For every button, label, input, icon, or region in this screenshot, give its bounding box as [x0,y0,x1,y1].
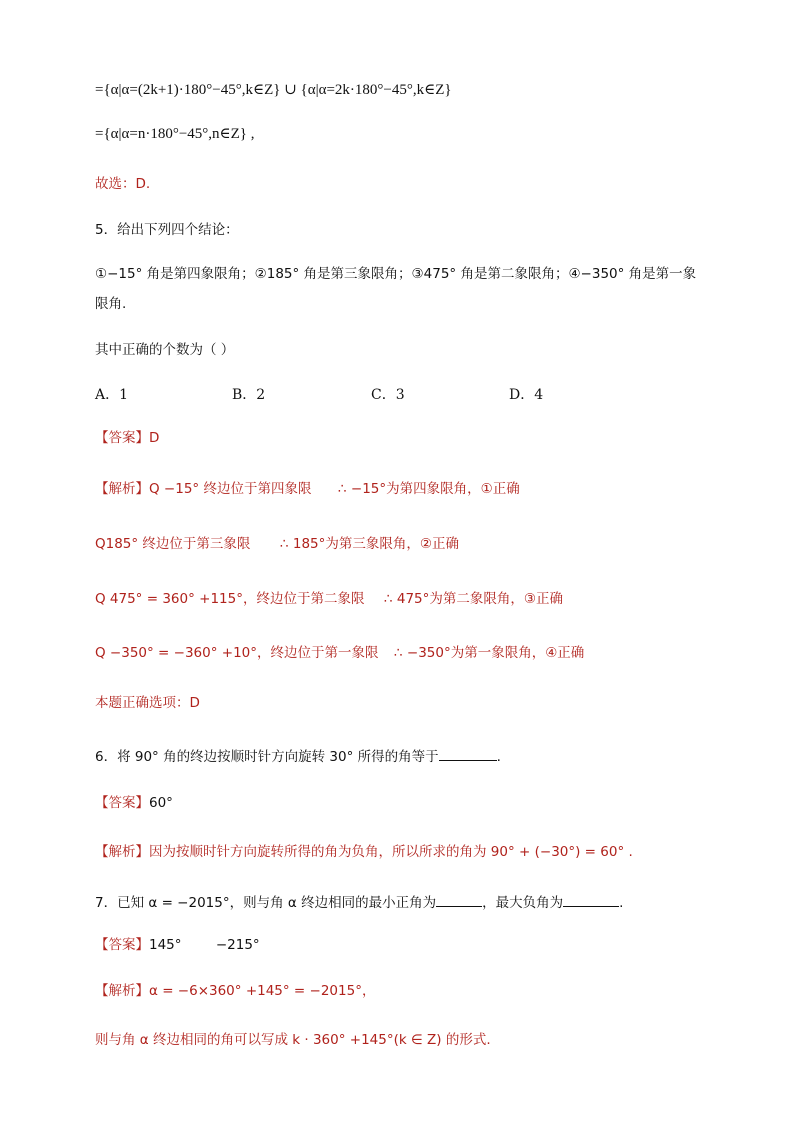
q5-conclusion: 本题正确选项：D [95,695,200,711]
q5-analysis-2-left: Q185° 终边位于第三象限 [95,536,251,552]
q7-answer-row [95,935,260,955]
q7-analysis-row [95,981,375,1001]
q5-analysis-label: 【解析】 [95,481,149,497]
q5-analysis-2-right: ∴ 185°为第三象限角，②正确 [280,536,459,552]
q5-question: 其中正确的个数为（ ） [95,342,235,358]
q5-option-a: A．1 [95,387,129,403]
q6-answer-row [95,793,173,813]
q5-option-d: D．4 [509,387,544,403]
q7-analysis-label: 【解析】 [95,983,149,999]
q5-analysis-4-right: ∴ −350°为第一象限角，④正确 [394,645,585,661]
q5-statement-line-1: ①−15° 角是第四象限角；②185° 角是第三象限角；③475° 角是第二象限角；④−350° 角是第一象 [95,266,697,282]
q7-analysis-text: α = −6×360° +145° = −2015°， [149,983,376,999]
q5-statement-line-2: 限角. [95,296,127,312]
q5-analysis-1-left: Q −15° 终边位于第四象限 [149,481,312,497]
q5-answer-value: D [149,430,160,446]
q7-blank-1[interactable] [436,891,482,907]
q5-answer-row [95,428,159,448]
q7-answer-value: 145° −215° [149,937,260,953]
q4-answer-line: 故选：D. [95,176,151,192]
q7-question-end: . [619,895,624,911]
q7-answer-label: 【答案】 [95,937,149,953]
q5-option-c: C．3 [371,387,405,403]
q6-question [95,745,501,767]
q5-analysis-1-right: ∴ −15°为第四象限角，①正确 [338,481,520,497]
q7-question-mid: ，最大负角为 [482,895,564,911]
derivation-line-2: ={α|α=n·180°−45°,n∈Z} , [95,126,255,142]
q6-analysis-row [95,842,633,862]
q7-blank-2[interactable] [563,891,619,907]
q5-analysis-row-1 [95,479,311,499]
q5-option-b: B．2 [232,387,266,403]
q6-analysis-label: 【解析】 [95,844,149,860]
q5-answer-label: 【答案】 [95,430,149,446]
q7-question [95,891,623,913]
derivation-line-1: ={α|α=(2k+1)·180°−45°,k∈Z} ∪ {α|α=2k·180°−45°,k∈Z} [95,82,452,98]
q7-question-text: 7．已知 α = −2015°，则与角 α 终边相同的最小正角为 [95,895,437,911]
q6-question-text: 6．将 90° 角的终边按顺时针方向旋转 30° 所得的角等于 [95,749,439,765]
q6-answer-value: 60° [149,795,173,811]
q6-blank[interactable] [439,745,497,761]
q5-analysis-3-right: ∴ 475°为第二象限角，③正确 [384,591,563,607]
q7-analysis-line-2: 则与角 α 终边相同的角可以写成 k · 360° +145°(k ∈ Z) 的形式. [95,1032,491,1048]
q5-analysis-3-left: Q 475° = 360° +115°，终边位于第二象限 [95,591,365,607]
q6-analysis-text: 因为按顺时针方向旋转所得的角为负角，所以所求的角为 90° + (−30°) = 60° . [149,844,633,860]
q5-analysis-4-left: Q −350° = −360° +10°，终边位于第一象限 [95,645,379,661]
q6-answer-label: 【答案】 [95,795,149,811]
q6-question-end: . [496,749,501,765]
q5-title: 5．给出下列四个结论： [95,222,239,238]
